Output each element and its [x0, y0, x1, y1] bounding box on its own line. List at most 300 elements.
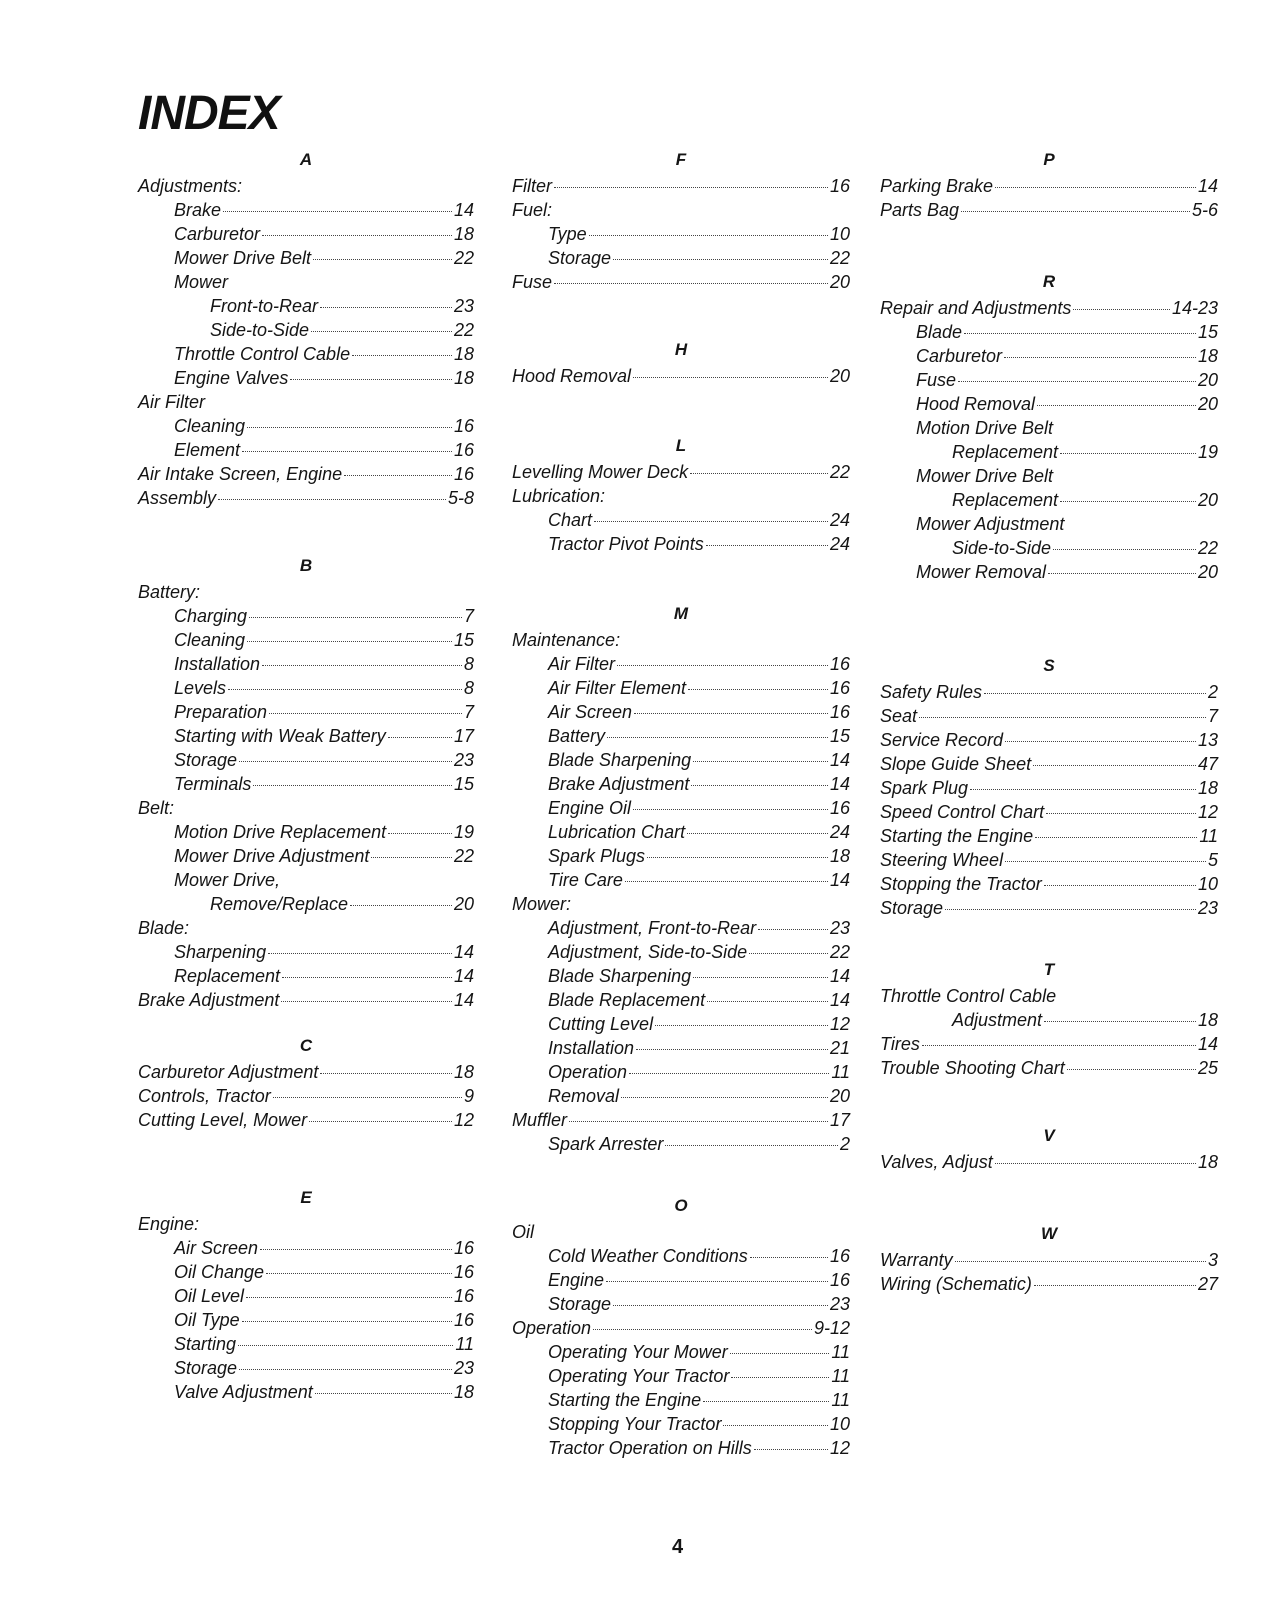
- entry-page: 2: [1207, 682, 1218, 702]
- entry-label: Wiring (Schematic): [880, 1274, 1032, 1294]
- entry-page: 14: [453, 200, 474, 220]
- entry-page: 20: [453, 894, 474, 914]
- entry-label: Muffler: [512, 1110, 568, 1130]
- entry-label: Cold Weather Conditions: [548, 1246, 748, 1266]
- index-entry: [138, 844, 474, 868]
- index-entry: [138, 796, 474, 820]
- entry-page: 16: [829, 678, 850, 698]
- entry-label: Fuse: [916, 370, 957, 390]
- entry-page: 20: [829, 366, 850, 386]
- entry-label: Preparation: [174, 702, 268, 722]
- index-entry: [512, 1268, 850, 1292]
- index-entry: [512, 1436, 850, 1460]
- entry-label: Adjustment, Front-to-Rear: [548, 918, 757, 938]
- dot-leader: [731, 1377, 829, 1378]
- entry-page: 14: [829, 750, 850, 770]
- section-p: [880, 148, 1218, 222]
- entry-page: 11: [831, 1366, 850, 1386]
- entry-label: Battery:: [138, 582, 201, 602]
- entry-page: 12: [829, 1014, 850, 1034]
- entry-label: Air Filter: [138, 392, 205, 412]
- section-letter: O: [674, 1196, 688, 1215]
- entry-label: Tires: [880, 1034, 920, 1054]
- index-entry: [138, 1084, 474, 1108]
- index-entry: [138, 628, 474, 652]
- entry-label: Speed Control Chart: [880, 802, 1045, 822]
- entry-label: Removal: [548, 1086, 620, 1106]
- dot-leader: [253, 785, 452, 786]
- entry-page: 14: [1197, 176, 1218, 196]
- entry-label: Brake Adjustment: [548, 774, 690, 794]
- entry-label: Carburetor: [916, 346, 1003, 366]
- entry-label: Operation: [512, 1318, 592, 1338]
- dot-leader: [691, 785, 828, 786]
- dot-leader: [1005, 741, 1196, 742]
- entry-label: Blade Replacement: [548, 990, 706, 1010]
- entry-page: 24: [829, 534, 850, 554]
- index-entry: [880, 800, 1218, 824]
- index-entry: [138, 174, 474, 198]
- entry-label: Blade Sharpening: [548, 966, 692, 986]
- index-entry: [512, 964, 850, 988]
- index-entry: [512, 246, 850, 270]
- entry-label: Type: [548, 224, 587, 244]
- index-entry: [138, 1284, 474, 1308]
- index-entry: [880, 1150, 1218, 1174]
- dot-leader: [1067, 1069, 1196, 1070]
- entry-page: 15: [1197, 322, 1218, 342]
- entry-label: Oil Change: [174, 1262, 265, 1282]
- dot-leader: [1037, 405, 1196, 406]
- dot-leader: [707, 1001, 828, 1002]
- dot-leader: [995, 1163, 1196, 1164]
- dot-leader: [247, 427, 452, 428]
- dot-leader: [693, 761, 828, 762]
- index-entry: [512, 1244, 850, 1268]
- index-entry: [512, 270, 850, 294]
- entry-page: 18: [1197, 1010, 1218, 1030]
- entry-label: Motion Drive Replacement: [174, 822, 387, 842]
- entry-label: Motion Drive Belt: [916, 418, 1054, 438]
- entry-label: Air Screen: [548, 702, 633, 722]
- entry-page: 19: [1197, 442, 1218, 462]
- entry-label: Starting: [174, 1334, 237, 1354]
- dot-leader: [260, 1249, 452, 1250]
- entry-label: Cutting Level: [548, 1014, 654, 1034]
- entry-label: Throttle Control Cable: [174, 344, 351, 364]
- dot-leader: [984, 693, 1206, 694]
- entry-label: Parking Brake: [880, 176, 994, 196]
- section-letter: V: [1043, 1126, 1055, 1145]
- dot-leader: [223, 211, 452, 212]
- dot-leader: [290, 379, 452, 380]
- dot-leader: [268, 953, 452, 954]
- index-entry: [138, 342, 474, 366]
- index-entry: [512, 1108, 850, 1132]
- section-s: [880, 654, 1218, 920]
- entry-label: Stopping the Tractor: [880, 874, 1042, 894]
- dot-leader: [315, 1393, 452, 1394]
- dot-leader: [247, 641, 452, 642]
- entry-label: Blade: [916, 322, 963, 342]
- entry-page: 18: [453, 224, 474, 244]
- index-entry: [880, 174, 1218, 198]
- entry-label: Mower Removal: [916, 562, 1047, 582]
- entry-page: 14: [829, 966, 850, 986]
- section-letter: S: [1043, 656, 1055, 675]
- index-entry: [512, 174, 850, 198]
- entry-label: Starting the Engine: [548, 1390, 702, 1410]
- dot-leader: [1060, 501, 1196, 502]
- entry-label: Cutting Level, Mower: [138, 1110, 308, 1130]
- index-entry: [138, 270, 474, 294]
- dot-leader: [1044, 885, 1196, 886]
- entry-label: Terminals: [174, 774, 252, 794]
- entry-label: Fuse: [512, 272, 553, 292]
- dot-leader: [958, 381, 1196, 382]
- entry-page: 23: [829, 918, 850, 938]
- entry-page: 23: [453, 1358, 474, 1378]
- entry-label: Spark Plugs: [548, 846, 646, 866]
- section-o: [512, 1194, 850, 1460]
- entry-label: Adjustment: [952, 1010, 1043, 1030]
- entry-page: 24: [829, 822, 850, 842]
- entry-page: 12: [829, 1438, 850, 1458]
- index-entry: [512, 1388, 850, 1412]
- entry-label: Warranty: [880, 1250, 953, 1270]
- index-entry: [512, 700, 850, 724]
- entry-label: Adjustment, Side-to-Side: [548, 942, 748, 962]
- dot-leader: [613, 259, 828, 260]
- entry-label: Valves, Adjust: [880, 1152, 993, 1172]
- entry-page: 10: [829, 1414, 850, 1434]
- index-entry: [880, 752, 1218, 776]
- index-entry: [512, 1340, 850, 1364]
- entry-page: 17: [453, 726, 474, 746]
- dot-leader: [970, 789, 1196, 790]
- section-letter: M: [673, 604, 689, 623]
- entry-label: Replacement: [952, 442, 1059, 462]
- dot-leader: [665, 1145, 838, 1146]
- dot-leader: [239, 1369, 452, 1370]
- entry-page: 11: [831, 1390, 850, 1410]
- entry-page: 22: [453, 846, 474, 866]
- entry-page: 18: [829, 846, 850, 866]
- dot-leader: [273, 1097, 462, 1098]
- section-letter: H: [674, 340, 688, 359]
- section-w: [880, 1222, 1218, 1296]
- index-entry: [138, 652, 474, 676]
- index-entry: [138, 318, 474, 342]
- entry-label: Safety Rules: [880, 682, 983, 702]
- index-entry: [512, 988, 850, 1012]
- dot-leader: [1073, 309, 1170, 310]
- dot-leader: [242, 451, 452, 452]
- entry-label: Controls, Tractor: [138, 1086, 271, 1106]
- entry-page: 19: [453, 822, 474, 842]
- index-entry: [138, 988, 474, 1012]
- entry-label: Assembly: [138, 488, 217, 508]
- dot-leader: [371, 857, 452, 858]
- index-entry: [138, 916, 474, 940]
- index-entry: [138, 676, 474, 700]
- index-entry: [512, 844, 850, 868]
- page-number: 4: [672, 1536, 684, 1558]
- section-m: [512, 602, 850, 1156]
- section-letter: T: [1043, 960, 1055, 979]
- entry-page: 25: [1197, 1058, 1218, 1078]
- index-entry: [512, 198, 850, 222]
- entry-page: 18: [453, 1062, 474, 1082]
- entry-label: Brake: [174, 200, 222, 220]
- section-h: [512, 338, 850, 388]
- entry-label: Belt:: [138, 798, 175, 818]
- dot-leader: [688, 689, 828, 690]
- index-entry: [138, 772, 474, 796]
- dot-leader: [589, 235, 828, 236]
- index-entry: [138, 748, 474, 772]
- dot-leader: [593, 1329, 812, 1330]
- entry-page: 23: [1197, 898, 1218, 918]
- entry-page: 14: [453, 942, 474, 962]
- entry-label: Starting the Engine: [880, 826, 1034, 846]
- dot-leader: [242, 1321, 452, 1322]
- dot-leader: [1033, 765, 1196, 766]
- entry-label: Mower:: [512, 894, 572, 914]
- entry-page: 15: [453, 774, 474, 794]
- entry-page: 22: [453, 248, 474, 268]
- index-entry: [880, 464, 1218, 488]
- index-entry: [880, 344, 1218, 368]
- entry-label: Installation: [548, 1038, 635, 1058]
- index-entry: [512, 484, 850, 508]
- entry-label: Steering Wheel: [880, 850, 1004, 870]
- entry-page: 11: [831, 1342, 850, 1362]
- dot-leader: [706, 545, 828, 546]
- entry-label: Engine:: [138, 1214, 200, 1234]
- index-entry: [880, 320, 1218, 344]
- dot-leader: [1044, 1021, 1196, 1022]
- dot-leader: [621, 1097, 828, 1098]
- index-entry: [880, 392, 1218, 416]
- index-entry: [138, 366, 474, 390]
- dot-leader: [282, 977, 452, 978]
- entry-label: Cleaning: [174, 416, 246, 436]
- entry-label: Lubrication:: [512, 486, 606, 506]
- dot-leader: [758, 929, 828, 930]
- dot-leader: [388, 737, 452, 738]
- dot-leader: [1046, 813, 1196, 814]
- entry-page: 14: [829, 870, 850, 890]
- dot-leader: [693, 977, 828, 978]
- entry-label: Chart: [548, 510, 593, 530]
- index-entry: [138, 892, 474, 916]
- entry-label: Lubrication Chart: [548, 822, 686, 842]
- entry-page: 9: [463, 1086, 474, 1106]
- entry-label: Hood Removal: [916, 394, 1036, 414]
- entry-label: Spark Plug: [880, 778, 969, 798]
- index-entry: [880, 440, 1218, 464]
- entry-label: Starting with Weak Battery: [174, 726, 386, 746]
- dot-leader: [350, 905, 452, 906]
- section-f: [512, 148, 850, 294]
- entry-page: 23: [829, 1294, 850, 1314]
- entry-label: Mower Drive Adjustment: [174, 846, 370, 866]
- dot-leader: [281, 1001, 452, 1002]
- entry-page: 20: [1197, 394, 1218, 414]
- entry-label: Side-to-Side: [210, 320, 310, 340]
- entry-label: Maintenance:: [512, 630, 621, 650]
- entry-label: Tire Care: [548, 870, 623, 890]
- dot-leader: [320, 1073, 452, 1074]
- entry-page: 8: [463, 654, 474, 674]
- entry-label: Sharpening: [174, 942, 267, 962]
- index-entry: [880, 984, 1218, 1008]
- entry-page: 23: [453, 750, 474, 770]
- index-entry: [512, 868, 850, 892]
- index-entry: [512, 628, 850, 652]
- dot-leader: [625, 881, 828, 882]
- entry-label: Repair and Adjustments: [880, 298, 1072, 318]
- dot-leader: [1060, 453, 1196, 454]
- dot-leader: [262, 665, 462, 666]
- index-entry: [138, 486, 474, 510]
- dot-leader: [647, 857, 828, 858]
- index-entry: [880, 488, 1218, 512]
- index-entry: [512, 940, 850, 964]
- dot-leader: [1004, 357, 1196, 358]
- entry-label: Slope Guide Sheet: [880, 754, 1032, 774]
- index-entry: [880, 198, 1218, 222]
- index-entry: [880, 1032, 1218, 1056]
- entry-label: Element: [174, 440, 241, 460]
- entry-page: 18: [453, 368, 474, 388]
- index-entry: [512, 222, 850, 246]
- index-entry: [512, 892, 850, 916]
- entry-label: Battery: [548, 726, 606, 746]
- entry-label: Parts Bag: [880, 200, 960, 220]
- index-entry: [880, 560, 1218, 584]
- index-entry: [138, 1308, 474, 1332]
- dot-leader: [617, 665, 828, 666]
- entry-page: 18: [1197, 778, 1218, 798]
- entry-page: 16: [829, 176, 850, 196]
- dot-leader: [634, 713, 828, 714]
- index-entry: [138, 964, 474, 988]
- entry-page: 11: [831, 1062, 850, 1082]
- section-a: [138, 148, 474, 510]
- entry-label: Hood Removal: [512, 366, 632, 386]
- dot-leader: [1035, 837, 1197, 838]
- entry-label: Charging: [174, 606, 248, 626]
- entry-label: Mower Drive,: [174, 870, 281, 890]
- index-entry: [138, 390, 474, 414]
- index-entry: [138, 438, 474, 462]
- dot-leader: [1053, 549, 1196, 550]
- entry-label: Engine Oil: [548, 798, 632, 818]
- index-entry: [512, 724, 850, 748]
- dot-leader: [945, 909, 1196, 910]
- entry-label: Filter: [512, 176, 552, 196]
- entry-label: Storage: [880, 898, 944, 918]
- dot-leader: [388, 833, 452, 834]
- index-entry: [880, 296, 1218, 320]
- dot-leader: [594, 521, 828, 522]
- entry-label: Replacement: [174, 966, 281, 986]
- dot-leader: [218, 499, 446, 500]
- dot-leader: [311, 331, 452, 332]
- entry-page: 16: [829, 702, 850, 722]
- entry-label: Storage: [548, 1294, 612, 1314]
- entry-label: Air Filter Element: [548, 678, 687, 698]
- entry-label: Installation: [174, 654, 261, 674]
- dot-leader: [961, 211, 1190, 212]
- entry-label: Replacement: [952, 490, 1059, 510]
- entry-label: Front-to-Rear: [210, 296, 319, 316]
- section-c: [138, 1034, 474, 1132]
- index-entry: [512, 916, 850, 940]
- entry-label: Stopping Your Tractor: [548, 1414, 722, 1434]
- entry-label: Engine Valves: [174, 368, 289, 388]
- entry-page: 9-12: [813, 1318, 850, 1338]
- entry-page: 11: [1199, 826, 1218, 846]
- entry-page: 24: [829, 510, 850, 530]
- dot-leader: [629, 1073, 829, 1074]
- dot-leader: [723, 1425, 828, 1426]
- entry-label: Levels: [174, 678, 227, 698]
- entry-label: Mower Drive Belt: [916, 466, 1054, 486]
- entry-page: 5: [1207, 850, 1218, 870]
- dot-leader: [964, 333, 1196, 334]
- entry-page: 20: [829, 272, 850, 292]
- entry-label: Mower Drive Belt: [174, 248, 312, 268]
- entry-label: Throttle Control Cable: [880, 986, 1057, 1006]
- section-letter: C: [299, 1036, 313, 1055]
- dot-leader: [1048, 573, 1196, 574]
- entry-label: Air Intake Screen, Engine: [138, 464, 343, 484]
- index-entry: [880, 416, 1218, 440]
- entry-label: Trouble Shooting Chart: [880, 1058, 1065, 1078]
- entry-page: 16: [829, 1246, 850, 1266]
- index-entry: [138, 940, 474, 964]
- index-entry: [880, 776, 1218, 800]
- section-letter: B: [299, 556, 313, 575]
- index-entry: [138, 414, 474, 438]
- dot-leader: [309, 1121, 452, 1122]
- entry-page: 15: [453, 630, 474, 650]
- entry-label: Side-to-Side: [952, 538, 1052, 558]
- dot-leader: [269, 713, 462, 714]
- index-entry: [138, 700, 474, 724]
- dot-leader: [687, 833, 828, 834]
- entry-page: 2: [839, 1134, 850, 1154]
- index-entry: [512, 532, 850, 556]
- page-title: INDEX: [138, 87, 280, 140]
- dot-leader: [633, 377, 828, 378]
- entry-label: Carburetor Adjustment: [138, 1062, 319, 1082]
- entry-page: 16: [453, 1310, 474, 1330]
- entry-label: Mower: [174, 272, 229, 292]
- index-entry: [138, 1380, 474, 1404]
- entry-page: 14: [1197, 1034, 1218, 1054]
- dot-leader: [606, 1281, 828, 1282]
- index-entry: [880, 536, 1218, 560]
- entry-page: 7: [463, 702, 474, 722]
- index-entry: [138, 604, 474, 628]
- index-entry: [512, 508, 850, 532]
- dot-leader: [246, 1297, 452, 1298]
- entry-page: 17: [829, 1110, 850, 1130]
